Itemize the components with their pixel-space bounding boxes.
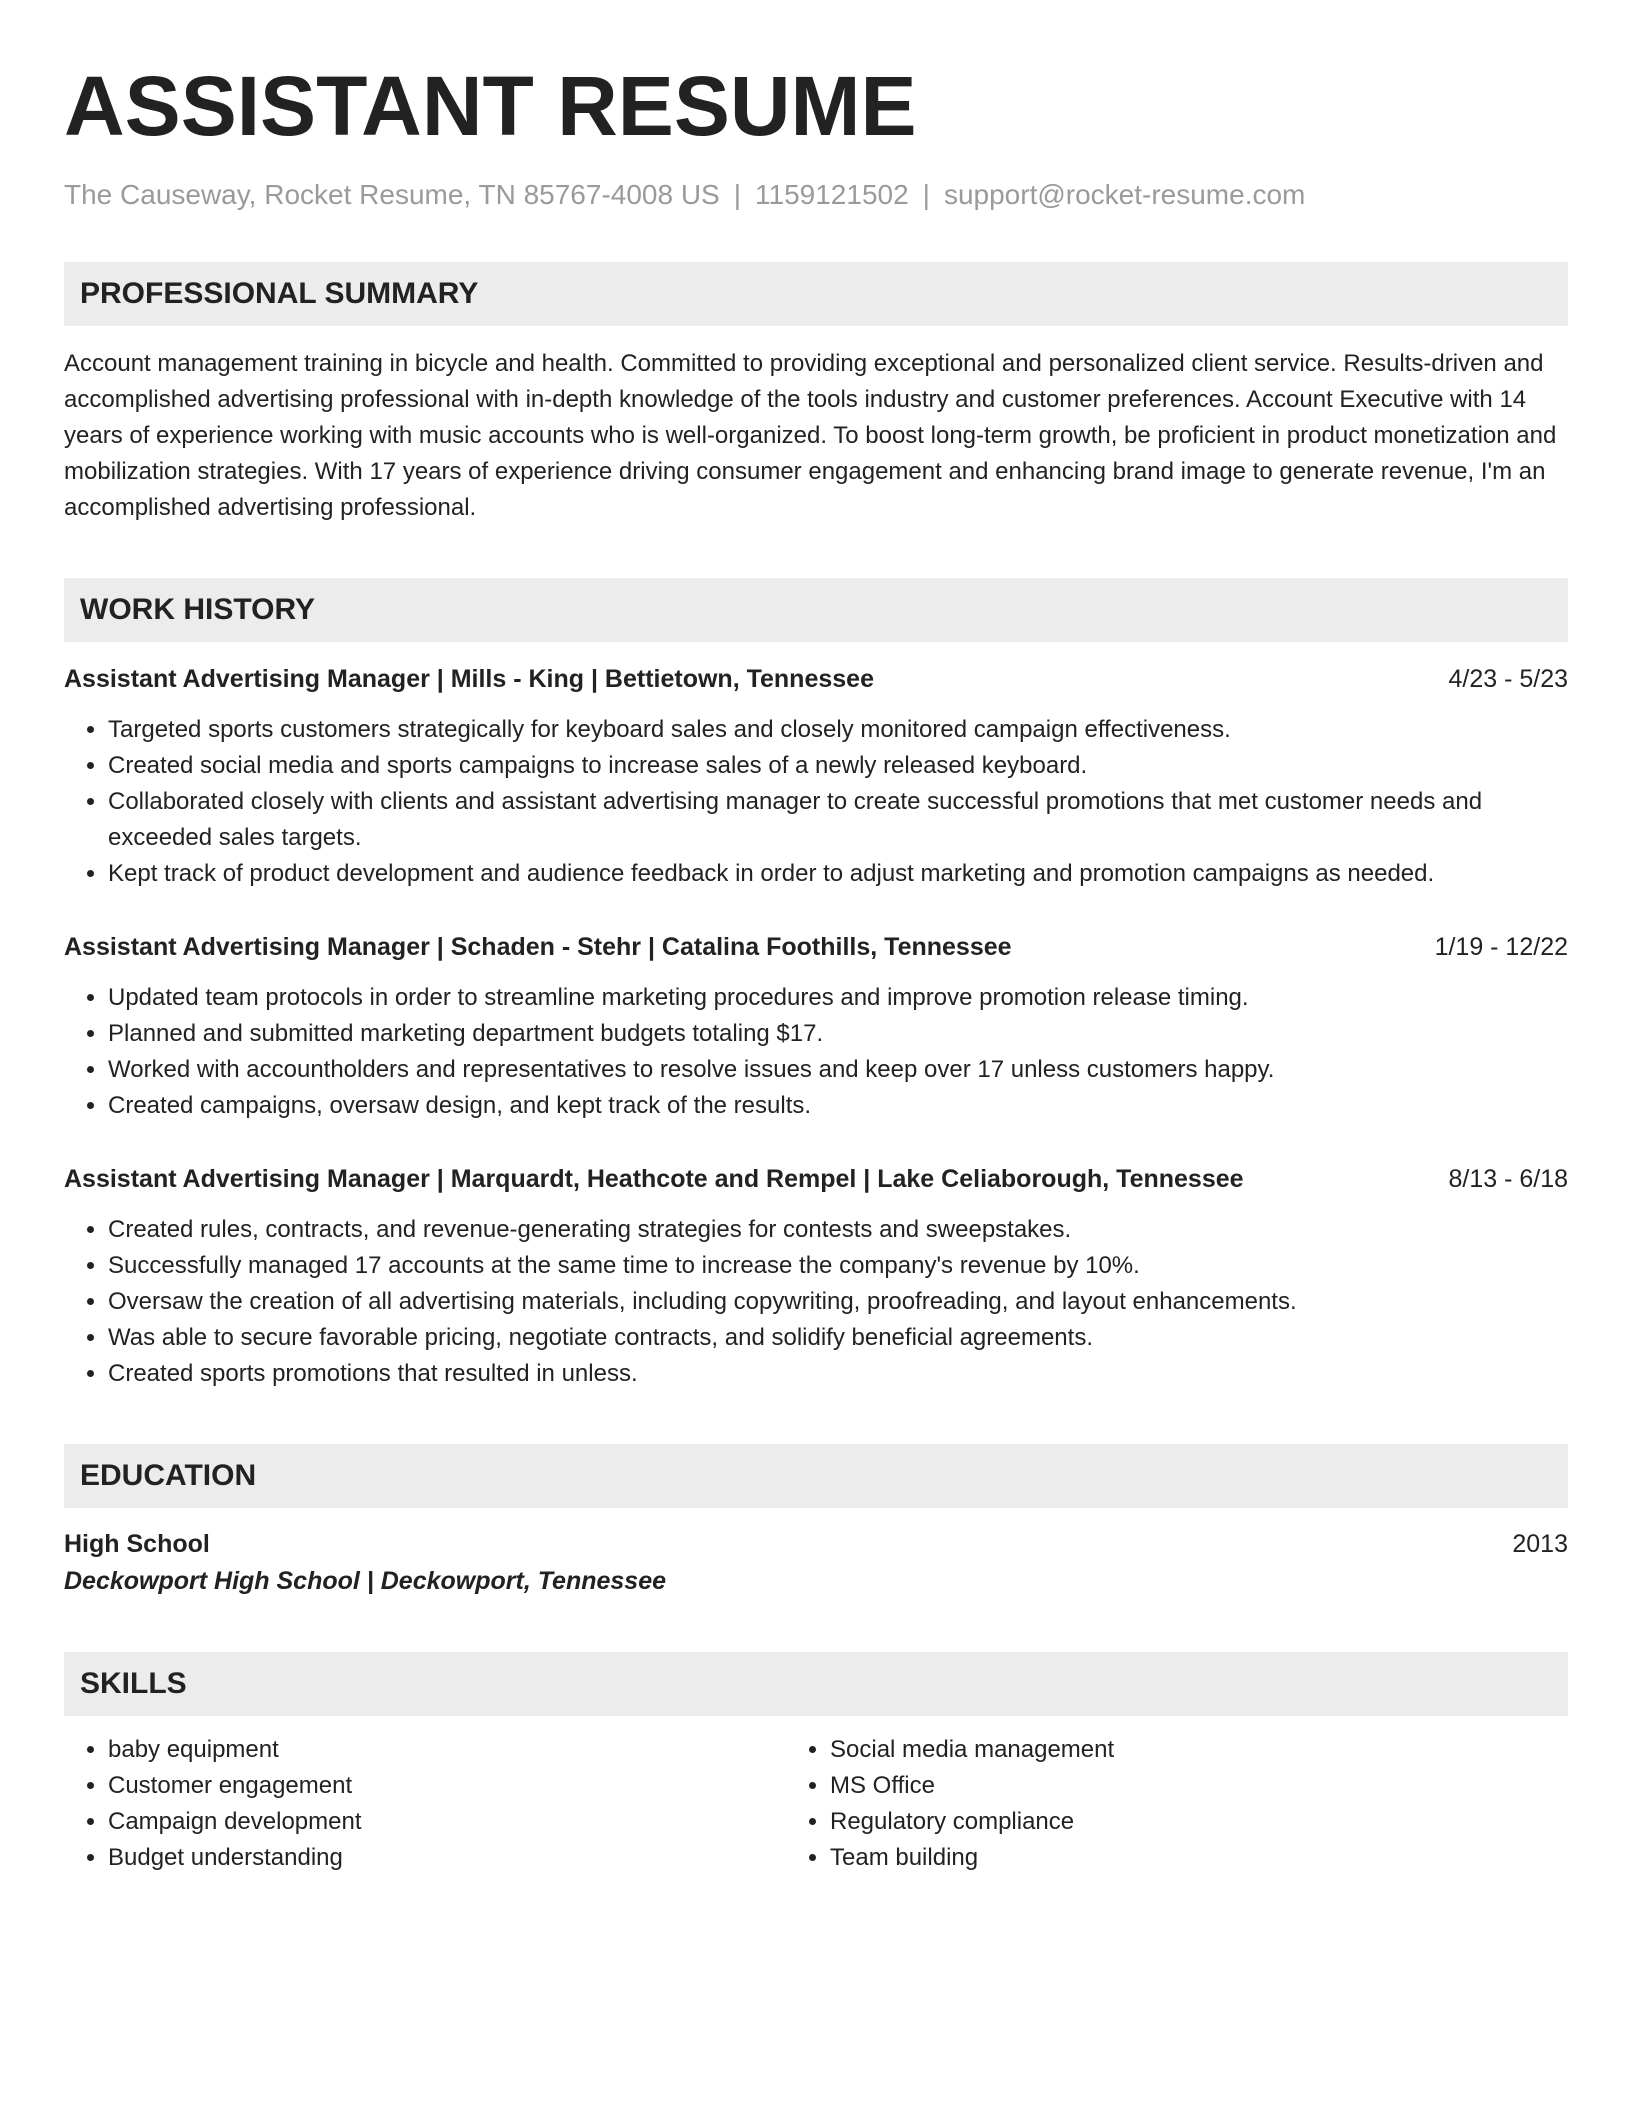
skills-column-right <box>764 1732 1464 1876</box>
section-heading-work-history: WORK HISTORY <box>64 578 1568 642</box>
job-header <box>64 930 1568 964</box>
contact-address: The Causeway, Rocket Resume, TN 85767-4008 US <box>64 179 720 210</box>
skill-item: • Team building <box>830 1840 1464 1876</box>
job-dates: 8/13 - 6/18 <box>1448 1165 1568 1193</box>
job-header <box>64 662 1568 696</box>
job-dates: 1/19 - 12/22 <box>1434 933 1568 961</box>
contact-line <box>64 178 1568 212</box>
section-heading-skills: SKILLS <box>64 1652 1568 1716</box>
job-bullet: • Collaborated closely with clients and assistant advertising manager to create successful promotions that met customer needs and exceeded sales targets. <box>108 784 1568 856</box>
job-title: Assistant Advertising Manager | Schaden - Stehr | Catalina Foothills, Tennessee <box>64 933 1012 961</box>
job-dates: 4/23 - 5/23 <box>1448 665 1568 693</box>
section-heading-summary: PROFESSIONAL SUMMARY <box>64 262 1568 326</box>
job-bullet: • Created campaigns, oversaw design, and kept track of the results. <box>108 1088 1568 1124</box>
contact-email: support@rocket-resume.com <box>943 179 1306 210</box>
contact-separator: | <box>922 179 930 210</box>
education-school: Deckowport High School | Deckowport, Tennessee <box>64 1567 667 1595</box>
job-entry <box>64 1162 1568 1392</box>
job-bullet: • Created sports promotions that resulted in unless. <box>108 1356 1568 1392</box>
skill-item: • baby equipment <box>108 1732 764 1768</box>
job-bullet: • Created social media and sports campaigns to increase sales of a newly released keyboard. <box>108 748 1568 784</box>
job-bullet: • Worked with accountholders and representatives to resolve issues and keep over 17 unless customers happy. <box>108 1052 1568 1088</box>
job-entry <box>64 662 1568 892</box>
job-bullet: • Successfully managed 17 accounts at the same time to increase the company's revenue by 10%. <box>108 1248 1568 1284</box>
summary-text: Account management training in bicycle and health. Committed to providing exceptional and personalized client service. Results-driven and accomplished advertising professional with in-depth knowledge of the tools industry and customer preferences. Account Executive with 14 years of experience working with music accounts who is well-organized. To boost long-term growth, be proficient in product monetization and mobilization strategies. With 17 years of experience driving consumer engagement and enhancing brand image to generate revenue, I'm an accomplished advertising professional. <box>64 350 1557 521</box>
job-bullets <box>64 712 1568 892</box>
skill-item: • Budget understanding <box>108 1840 764 1876</box>
contact-phone: 1159121502 <box>755 179 909 210</box>
education-degree: High School <box>64 1530 210 1558</box>
job-bullet: • Planned and submitted marketing department budgets totaling $17. <box>108 1016 1568 1052</box>
job-bullets <box>64 980 1568 1124</box>
job-bullet: • Was able to secure favorable pricing, negotiate contracts, and solidify beneficial agreements. <box>108 1320 1568 1356</box>
contact-separator: | <box>733 179 742 210</box>
skills-column-left <box>64 1732 764 1876</box>
education-year: 2013 <box>1512 1530 1568 1558</box>
job-title: Assistant Advertising Manager | Mills - King | Bettietown, Tennessee <box>64 665 874 693</box>
job-entry <box>64 930 1568 1124</box>
section-heading-education: EDUCATION <box>64 1444 1568 1508</box>
education-header <box>64 1526 1568 1562</box>
job-bullet: • Kept track of product development and audience feedback in order to adjust marketing and promotion campaigns as needed. <box>108 856 1568 892</box>
job-bullet: • Targeted sports customers strategically for keyboard sales and closely monitored campaign effectiveness. <box>108 712 1568 748</box>
job-header <box>64 1162 1568 1196</box>
skill-item: • Social media management <box>830 1732 1464 1768</box>
resume-name: ASSISTANT RESUME <box>64 59 917 153</box>
job-bullet: • Updated team protocols in order to streamline marketing procedures and improve promotion release timing. <box>108 980 1568 1016</box>
job-bullet: • Oversaw the creation of all advertising materials, including copywriting, proofreading, and layout enhancements. <box>108 1284 1568 1320</box>
skill-item: • Customer engagement <box>108 1768 764 1804</box>
job-bullets <box>64 1212 1568 1392</box>
skill-item: • Regulatory compliance <box>830 1804 1464 1840</box>
education-entry <box>64 1526 1568 1600</box>
skill-item: • MS Office <box>830 1768 1464 1804</box>
skills-list <box>64 1732 1568 1876</box>
skill-item: • Campaign development <box>108 1804 764 1840</box>
job-title: Assistant Advertising Manager | Marquardt, Heathcote and Rempel | Lake Celiaborough, Tennessee <box>64 1165 1244 1193</box>
job-bullet: • Created rules, contracts, and revenue-generating strategies for contests and sweepstakes. <box>108 1212 1568 1248</box>
